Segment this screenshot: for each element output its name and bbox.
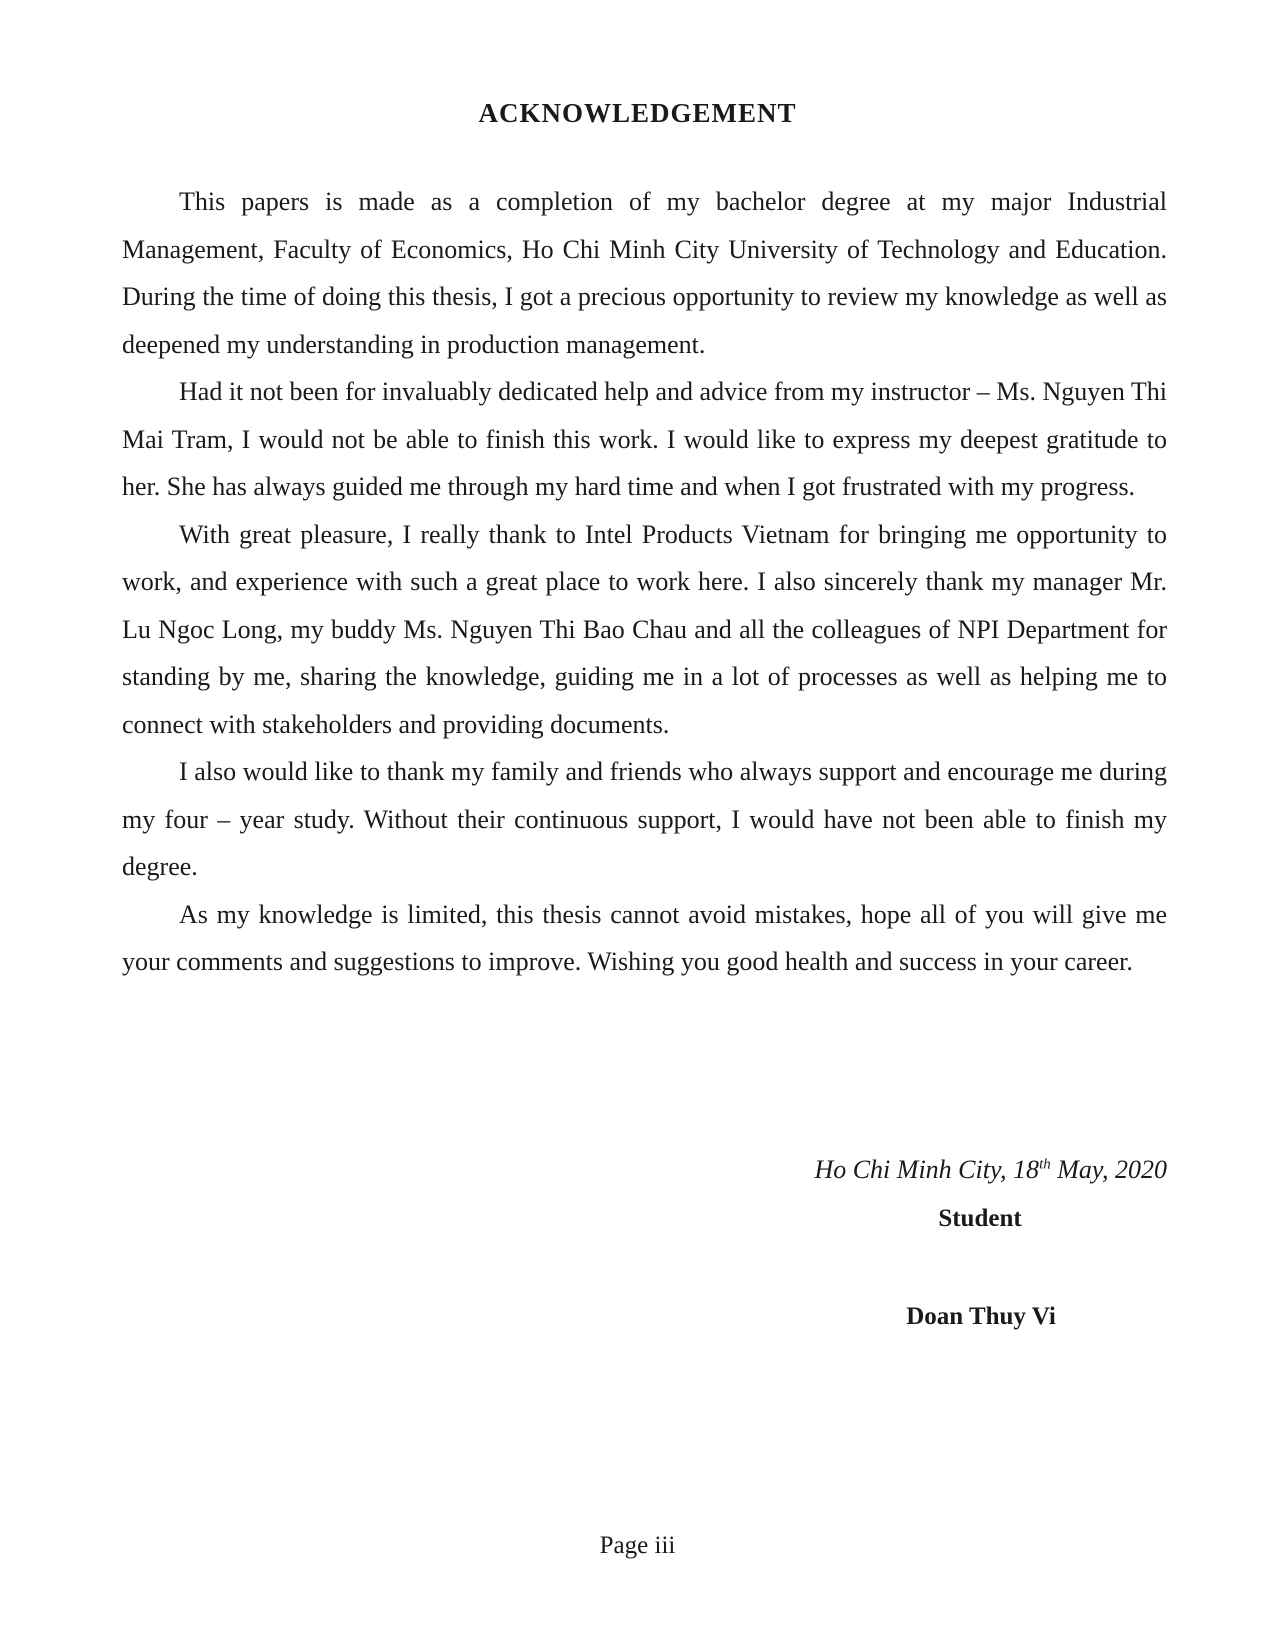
place-date-suffix: May, 2020 — [1050, 1155, 1167, 1184]
place-and-date — [667, 1155, 1167, 1185]
signer-role: Student — [938, 1205, 1022, 1232]
signer-name: Doan Thuy Vi — [906, 1303, 1056, 1330]
place-date-prefix: Ho Chi Minh City, 18 — [814, 1155, 1040, 1184]
date-superscript: th — [1039, 1156, 1051, 1173]
page-number: Page iii — [599, 1532, 676, 1559]
paragraph: This papers is made as a completion of my bachelor degree at my major Industrial Management, Faculty of Economics, Ho Chi Minh City University of Technology and Education. During the time of doing this thesis, I got a precious opportunity to review my knowledge as well as deepened my understanding in production management. — [122, 187, 1167, 359]
page-title: ACKNOWLEDGEMENT — [478, 98, 797, 128]
paragraph: Had it not been for invaluably dedicated help and advice from my instructor – Ms. Nguyen Thi Mai Tram, I would not be able to finish this work. I would like to express my deepest gratitude to her. She has always guided me through my hard time and when I got frustrated with my progress. — [122, 377, 1167, 501]
acknowledgement-body — [122, 178, 1167, 986]
paragraph: With great pleasure, I really thank to Intel Products Vietnam for bringing me opportunity to work, and experience with such a great place to work here. I also sincerely thank my manager Mr. Lu Ngoc Long, my buddy Ms. Nguyen Thi Bao Chau and all the colleagues of NPI Department for standing by me, sharing the knowledge, guiding me in a lot of processes as well as helping me to connect with stakeholders and providing documents. — [122, 519, 1167, 739]
paragraph: I also would like to thank my family and friends who always support and encourage me during my four – year study. Without their continuous support, I would have not been able to finish my degree. — [122, 757, 1167, 881]
paragraph: As my knowledge is limited, this thesis cannot avoid mistakes, hope all of you will give me your comments and suggestions to improve. Wishing you good health and success in your career. — [122, 899, 1167, 976]
